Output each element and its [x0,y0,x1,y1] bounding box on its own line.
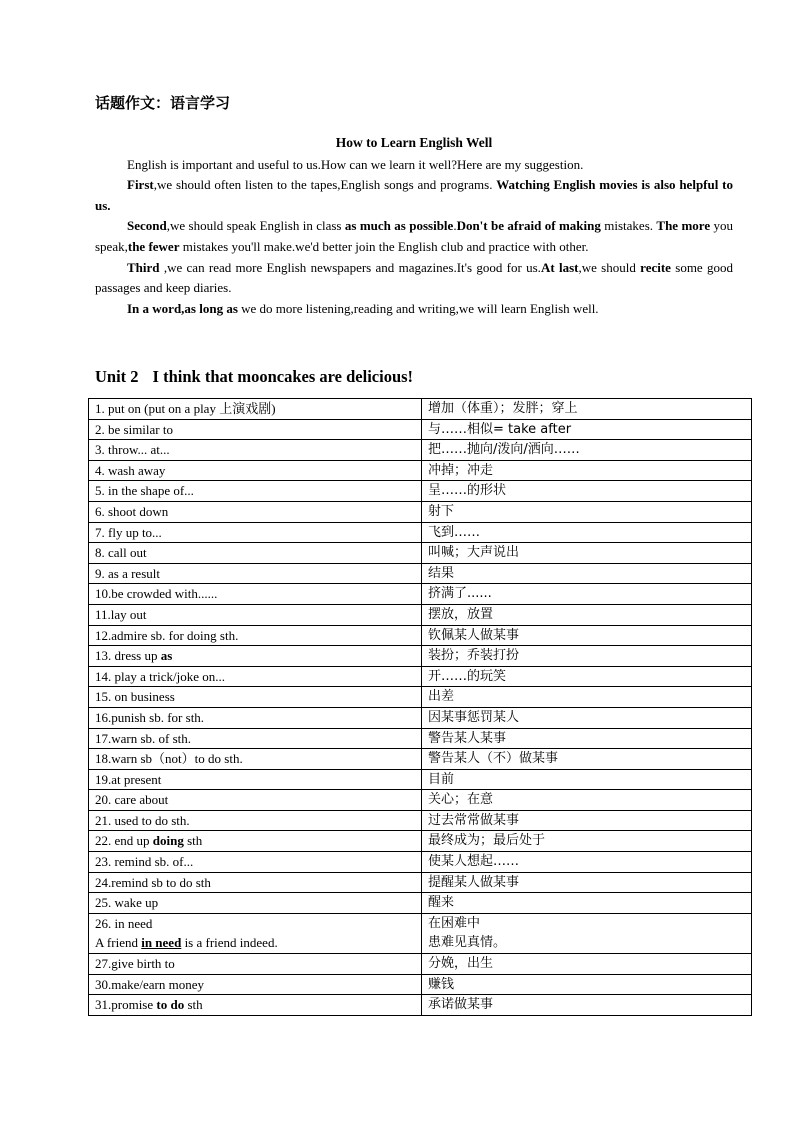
table-row [89,460,752,481]
meaning-cell: 增加（体重）；发胖；穿上 [422,399,752,420]
phrase-cell: 24.remind sb to do sth [89,872,422,893]
meaning-cell: 醒来 [422,893,752,914]
phrase-cell: 22. end up doing sth [89,831,422,852]
phrase-cell: 21. used to do sth. [89,810,422,831]
phrase-cell: 8. call out [89,543,422,564]
table-row [89,419,752,440]
table-row [89,995,752,1016]
example-sentence: A friend in need is a friend indeed. [95,935,278,951]
table-row [89,563,752,584]
meaning-cell: 出差 [422,687,752,708]
meaning-cell: 目前 [422,769,752,790]
phrase-cell: 30.make/earn money [89,974,422,995]
meaning-cell: 警告某人某事 [422,728,752,749]
meaning-cell: 承诺做某事 [422,995,752,1016]
phrase-cell: 27.give birth to [89,954,422,975]
table-row [89,749,752,770]
table-row [89,646,752,667]
table-row [89,666,752,687]
essay-paragraph-5: In a word,as long as we do more listening,reading and writing,we will learn English well. [127,300,599,316]
meaning-cell: 过去常常做某事 [422,810,752,831]
meaning-cell [422,913,752,953]
table-row [89,872,752,893]
meaning-cell: 冲掉；冲走 [422,460,752,481]
meaning-cell: 因某事惩罚某人 [422,707,752,728]
table-row [89,501,752,522]
phrase-cell: 15. on business [89,687,422,708]
meaning-cell: 呈……的形状 [422,481,752,502]
unit-title: I think that mooncakes are delicious! [152,367,414,386]
phrase-line: 26. in need [95,915,153,931]
table-row [89,974,752,995]
phrase-cell: 31.promise to do sth [89,995,422,1016]
table-row [89,687,752,708]
meaning-cell: 挤满了...... [422,584,752,605]
table-row [89,913,752,953]
meaning-cell: 叫喊；大声说出 [422,543,752,564]
phrase-cell: 14. play a trick/joke on... [89,666,422,687]
meaning-cell: 摆放，放置 [422,604,752,625]
phrase-cell: 19.at present [89,769,422,790]
table-row [89,954,752,975]
phrase-cell: 23. remind sb. of... [89,852,422,873]
essay-paragraph-3: Second,we should speak English in class as much as possible.Don't be afraid of making mistakes. The more you speak,the fewer mistakes you'll make.we'd better join the English club and practice with other. [95,218,734,254]
phrase-cell: 13. dress up as [89,646,422,667]
essay-paragraph-1: English is important and useful to us.How can we learn it well?Here are my suggestion. [127,156,584,172]
table-row [89,707,752,728]
phrase-cell: 18.warn sb（not）to do sth. [89,749,422,770]
phrase-cell: 9. as a result [89,563,422,584]
table-row [89,584,752,605]
table-row [89,522,752,543]
meaning-cell: 开……的玩笑 [422,666,752,687]
phrase-cell: 16.punish sb. for sth. [89,707,422,728]
vocabulary-table [88,398,752,1016]
table-row [89,481,752,502]
phrase-cell: 10.be crowded with...... [89,584,422,605]
phrase-cell: 12.admire sb. for doing sth. [89,625,422,646]
meaning-line: 患难见真情。 [428,935,507,951]
meaning-cell: 把……抛向/泼向/洒向…… [422,440,752,461]
phrase-cell: 11.lay out [89,604,422,625]
table-row [89,810,752,831]
meaning-cell: 与……相似= take after [422,419,752,440]
meaning-cell: 提醒某人做某事 [422,872,752,893]
meaning-cell: 结果 [422,563,752,584]
meaning-cell: 钦佩某人做某事 [422,625,752,646]
phrase-cell: 2. be similar to [89,419,422,440]
essay-paragraph-4: Third ,we can read more English newspapers and magazines.It's good for us.At last,we should recite some good passages and keep diaries. [95,259,733,296]
essay-title: How to Learn English Well [335,135,493,150]
phrase-cell: 25. wake up [89,893,422,914]
meaning-cell: 射下 [422,501,752,522]
phrase-cell: 5. in the shape of... [89,481,422,502]
phrase-cell: 6. shoot down [89,501,422,522]
phrase-cell: 3. throw... at... [89,440,422,461]
table-row [89,831,752,852]
meaning-line: 在困难中 [428,915,481,931]
meaning-cell: 装扮；乔装打扮 [422,646,752,667]
table-row [89,769,752,790]
page-heading: 话题作文：语言学习 [95,94,231,112]
unit-heading [95,367,427,387]
meaning-cell: 使某人想起…… [422,852,752,873]
table-row [89,440,752,461]
phrase-cell: 4. wash away [89,460,422,481]
meaning-cell: 飞到…… [422,522,752,543]
phrase-cell: 1. put on (put on a play 上演戏剧) [89,399,422,420]
table-row [89,625,752,646]
table-row [89,852,752,873]
table-row [89,790,752,811]
meaning-cell: 分娩，出生 [422,954,752,975]
table-row [89,604,752,625]
meaning-cell: 警告某人（不）做某事 [422,749,752,770]
phrase-cell: 20. care about [89,790,422,811]
meaning-cell: 最终成为；最后处于 [422,831,752,852]
unit-number: Unit 2 [95,367,139,386]
table-row [89,543,752,564]
phrase-cell: 7. fly up to... [89,522,422,543]
meaning-cell: 赚钱 [422,974,752,995]
table-row [89,728,752,749]
essay [95,133,733,319]
phrase-cell: 17.warn sb. of sth. [89,728,422,749]
meaning-cell: 关心；在意 [422,790,752,811]
essay-paragraph-2: First,we should often listen to the tapes,English songs and programs. Watching English movies is also helpful to us. [95,177,733,213]
table-row [89,399,752,420]
table-row [89,893,752,914]
phrase-cell [89,913,422,953]
